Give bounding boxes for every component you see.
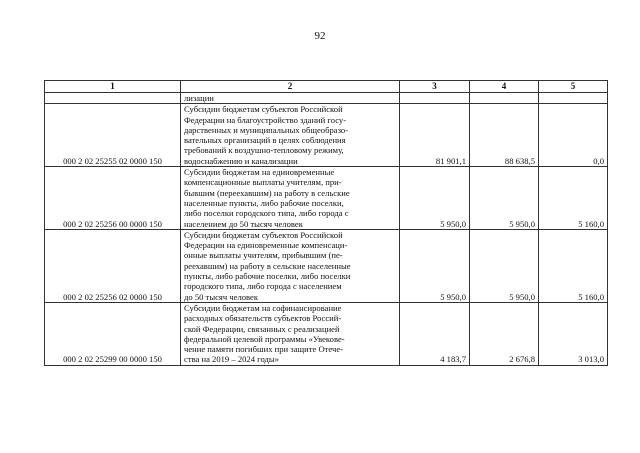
description-line: дарственных и муниципальных общеобразо- [184,124,349,135]
header-col-4: 4 [470,81,539,93]
amount-col-4: 5 950,0 [470,167,539,230]
description-line: городского типа, либо города с населением [184,281,342,292]
description-line: ства на 2019 – 2024 годы» [184,354,279,365]
table-row [45,167,608,230]
description-line: населенные пункты, либо рабочие поселки, [184,197,344,208]
header-col-5: 5 [539,81,608,93]
table-row [45,229,608,302]
amount-col-5: 5 160,0 [539,167,608,230]
description-line: Субсидии бюджетам на софинансирование [184,302,342,313]
amount-col-4: 88 638,5 [470,104,539,167]
page-number: 92 [314,30,326,42]
header-col-2: 2 [181,81,400,93]
header-row [45,81,608,93]
budget-code: 000 2 02 25256 02 0000 150 [45,229,181,302]
description-cell [181,302,400,365]
description-line: Федерации на единовременные компенсаци- [184,240,348,251]
amount-col-3: 81 901,1 [400,104,470,167]
continuation-text: лизации [181,93,400,104]
description-cell [181,167,400,230]
continuation-code-cell [45,93,181,104]
description-line: водоснабжению и канализации [184,155,298,166]
amount-col-5: 0,0 [539,104,608,167]
description-line: бывшим (переехавшим) на работу в сельские [184,187,350,198]
description-line: расходных обязательств субъектов Россий- [184,313,342,324]
description-line: онные выплаты учителям, прибывшим (пе- [184,250,343,261]
description-line: требований к воздушно-тепловому режиму, [184,145,344,156]
amount-col-4: 2 676,8 [470,302,539,365]
description-line: ской Федерации, связанных с реализацией [184,323,340,334]
budget-code: 000 2 02 25255 02 0000 150 [45,104,181,167]
table-row [45,104,608,167]
amount-col-5: 5 160,0 [539,229,608,302]
description-line: населением до 50 тысяч человек [184,218,303,229]
budget-code: 000 2 02 25299 00 0000 150 [45,302,181,365]
description-line: Федерации на благоустройство зданий госу- [184,114,347,125]
header-col-3: 3 [400,81,470,93]
description-line: до 50 тысяч человек [184,291,259,302]
continuation-cell-5 [539,93,608,104]
amount-col-4: 5 950,0 [470,229,539,302]
amount-col-5: 3 013,0 [539,302,608,365]
description-line: Субсидии бюджетам субъектов Российской [184,229,343,240]
description-line: Субсидии бюджетам субъектов Российской [184,104,343,115]
continuation-cell-3 [400,93,470,104]
description-cell [181,229,400,302]
continuation-row [45,93,608,104]
continuation-cell-4 [470,93,539,104]
description-line: Субсидии бюджетам на единовременные [184,167,335,178]
description-line: вательных организаций в целях соблюдения [184,135,346,146]
description-line: пункты, либо рабочие поселки, либо поселки [184,271,351,282]
description-line: федеральной целевой программы «Увекове- [184,333,345,344]
table-row [45,302,608,365]
description-line: чение памяти погибших при защите Отече- [184,344,344,355]
description-line: компенсационные выплаты учителям, при- [184,177,342,188]
description-line: либо поселки городского типа, либо города с [184,208,349,219]
amount-col-3: 5 950,0 [400,167,470,230]
budget-table [44,80,608,366]
header-col-1: 1 [45,81,181,93]
amount-col-3: 4 183,7 [400,302,470,365]
description-line: реехавшим) на работу в сельские населенные [184,260,351,271]
budget-code: 000 2 02 25256 00 0000 150 [45,167,181,230]
amount-col-3: 5 950,0 [400,229,470,302]
description-cell [181,104,400,167]
